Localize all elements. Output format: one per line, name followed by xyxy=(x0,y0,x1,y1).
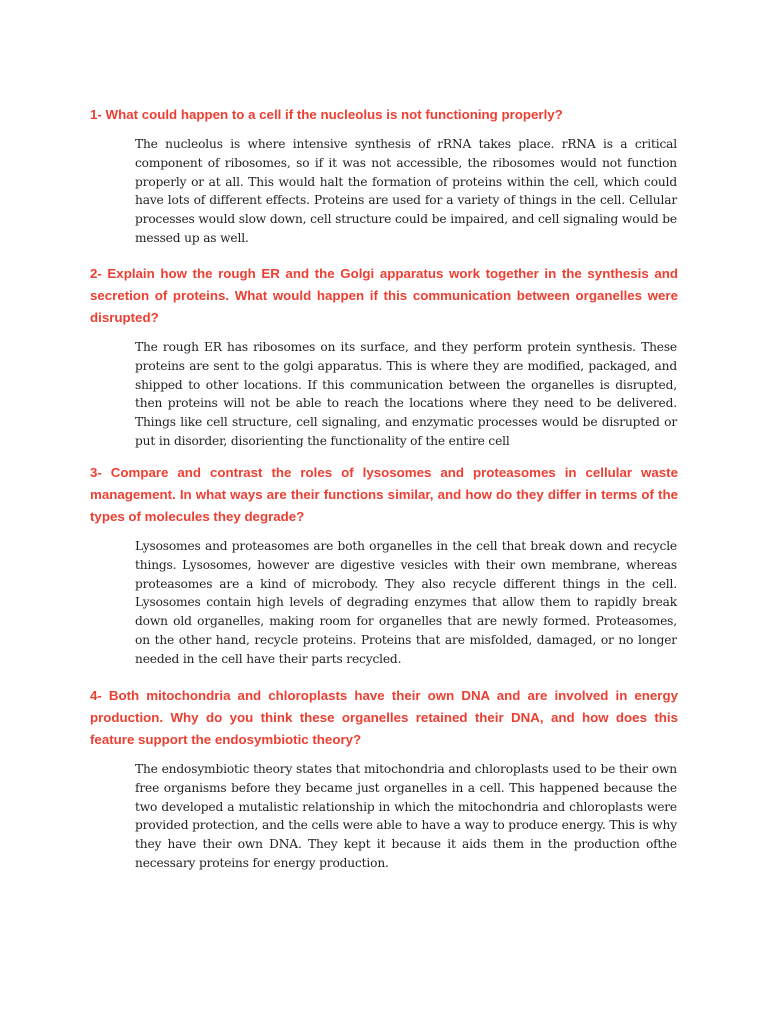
qa-item-1 xyxy=(0,104,768,248)
qa-item-3 xyxy=(0,462,768,669)
answer-paragraph-1: The nucleolus is where intensive synthesis of rRNA takes place. rRNA is a critical component of ribosomes, so if it was not accessible, the ribosomes would not function properly or at all. This would halt the formation of proteins within the cell, which could have lots of different effects. Proteins are used for a variety of things in the cell. Cellular processes would slow down, cell structure could be impaired, and cell signaling would be messed up as well. xyxy=(135,137,677,245)
question-heading-4: 4- Both mitochondria and chloroplasts have their own DNA and are involved in energy production. Why do you think these organelles retained their DNA, and how does this feature support the endosymbiotic theory? xyxy=(90,688,678,747)
answer-paragraph-4: The endosymbiotic theory states that mitochondria and chloroplasts used to be their own free organisms before they became just organelles in a cell. This happened because the two developed a mutalistic relationship in which the mitochondria and chloroplasts were provided protection, and the cells were able to have a way to produce energy. This is why they have their own DNA. They kept it because it aids them in the production ofthe necessary proteins for energy production. xyxy=(135,762,677,870)
question-heading-2: 2- Explain how the rough ER and the Golgi apparatus work together in the synthesis and secretion of proteins. What would happen if this communication between organelles were disrupted? xyxy=(90,266,678,325)
answer-paragraph-3: Lysosomes and proteasomes are both organelles in the cell that break down and recycle things. Lysosomes, however are digestive vesicles with their own membrane, whereas proteasomes are a kind of microbody. They also recycle different things in the cell. Lysosomes contain high levels of degrading enzymes that allow them to rapidly break down old organelles, making room for organelles that are newly formed. Proteasomes, on the other hand, recycle proteins. Proteins that are misfolded, damaged, or no longer needed in the cell have their parts recycled. xyxy=(135,539,677,666)
answer-paragraph-2: The rough ER has ribosomes on its surface, and they perform protein synthesis. These proteins are sent to the golgi apparatus. This is where they are modified, packaged, and shipped to other locations. If this communication between the organelles is disrupted, then proteins will not be able to reach the locations where they need to be delivered. Things like cell structure, cell signaling, and enzymatic processes would be disrupted or put in disorder, disorienting the functionality of the entire cell xyxy=(135,340,677,448)
qa-item-2 xyxy=(0,263,768,451)
question-heading-1: 1- What could happen to a cell if the nucleolus is not functioning properly? xyxy=(90,107,563,122)
question-heading-3: 3- Compare and contrast the roles of lysosomes and proteasomes in cellular waste management. In what ways are their functions similar, and how do they differ in terms of the types of molecules they degrade? xyxy=(90,465,678,524)
qa-item-4 xyxy=(0,685,768,873)
